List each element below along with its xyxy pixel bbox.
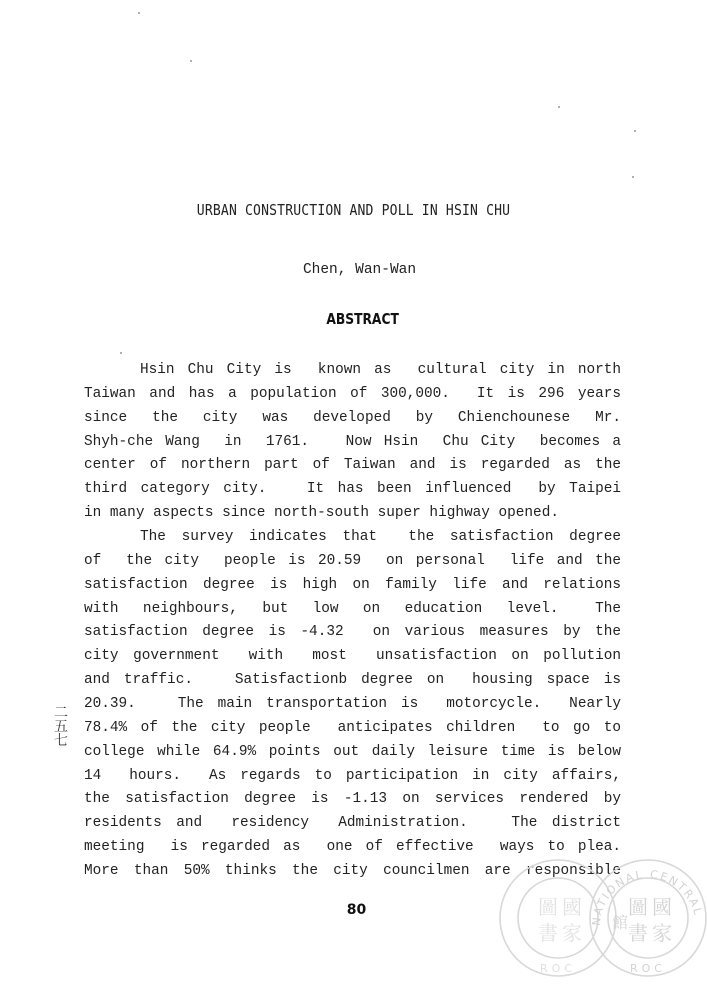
seal-char: 國 (562, 895, 582, 919)
abstract-line: city government with most unsatisfaction on pollution (84, 648, 621, 665)
abstract-line: 14 hours. As regards to participation in city affairs, (84, 767, 621, 784)
abstract-line: in many aspects since north-south super highway opened. (84, 505, 559, 522)
seal-char: 館 (611, 913, 629, 932)
margin-mark-char: 七 (54, 733, 68, 749)
scan-speck (634, 130, 636, 132)
author-name: Chen, Wan-Wan (302, 262, 417, 278)
abstract-line: the satisfaction degree is -1.13 on services rendered by (84, 791, 621, 808)
abstract-line: and traffic. Satisfactionb degree on housing space is (84, 672, 621, 689)
scan-speck (632, 176, 634, 178)
document-title: URBAN CONSTRUCTION AND POLL IN HSIN CHU (196, 201, 511, 219)
seal-right-inner-ring (608, 878, 688, 958)
abstract-line: third category city. It has been influenced by Taipei (84, 481, 621, 498)
seal-char: 家 (652, 921, 672, 945)
seal-char: 書 (628, 921, 648, 945)
abstract-line: Shyh-che Wang in 1761. Now Hsin Chu City becomes a (84, 433, 621, 450)
abstract-line: meeting is regarded as one of effective ways to plea. (84, 839, 621, 856)
scan-speck (190, 60, 192, 62)
seal-char: 書 (538, 921, 558, 945)
abstract-line: 78.4% of the city people anticipates children to go to (84, 719, 621, 736)
scan-speck (558, 106, 560, 108)
scan-speck (120, 352, 122, 354)
seal-char: 家 (562, 921, 582, 945)
abstract-line: satisfaction degree is -4.32 on various measures by the (84, 624, 621, 641)
page-number: 80 (346, 902, 367, 918)
abstract-line: with neighbours, but low on education level. The (84, 600, 621, 617)
abstract-line: since the city was developed by Chienchounese Mr. (84, 409, 621, 426)
seal-outer-text: NATIONAL CENTRAL (589, 867, 705, 927)
abstract-line: The survey indicates that the satisfaction degree (140, 529, 621, 546)
margin-page-mark (52, 706, 70, 748)
abstract-line: center of northern part of Taiwan and is regarded as the (84, 457, 621, 474)
abstract-heading: ABSTRACT (326, 310, 399, 328)
abstract-line: 20.39. The main transportation is motorcycle. Nearly (84, 696, 621, 713)
margin-mark-char: 二 (54, 705, 68, 721)
seal-char: 圖 (628, 895, 648, 919)
seal-bottom-text: ROC (630, 962, 666, 975)
seal-left-inner-ring (518, 878, 598, 958)
abstract-line: More than 50% thinks the city councilmen are responsible (84, 863, 621, 880)
seal-char: 國 (652, 895, 672, 919)
abstract-line: college while 64.9% points out daily leisure time is below (84, 743, 621, 760)
abstract-line: Taiwan and has a population of 300,000. It is 296 years (84, 385, 621, 402)
abstract-line: satisfaction degree is high on family life and relations (84, 576, 621, 593)
abstract-line: of the city people is 20.59 on personal life and the (84, 552, 621, 569)
abstract-line: Hsin Chu City is known as cultural city in north (140, 362, 621, 378)
abstract-line: residents and residency Administration. The district (84, 815, 621, 832)
seal-bottom-text-left: ROC (540, 962, 576, 975)
abstract-body (84, 359, 621, 884)
seal-char: 圖 (538, 895, 558, 919)
scan-speck (138, 12, 140, 14)
margin-mark-char: 五 (54, 719, 68, 735)
